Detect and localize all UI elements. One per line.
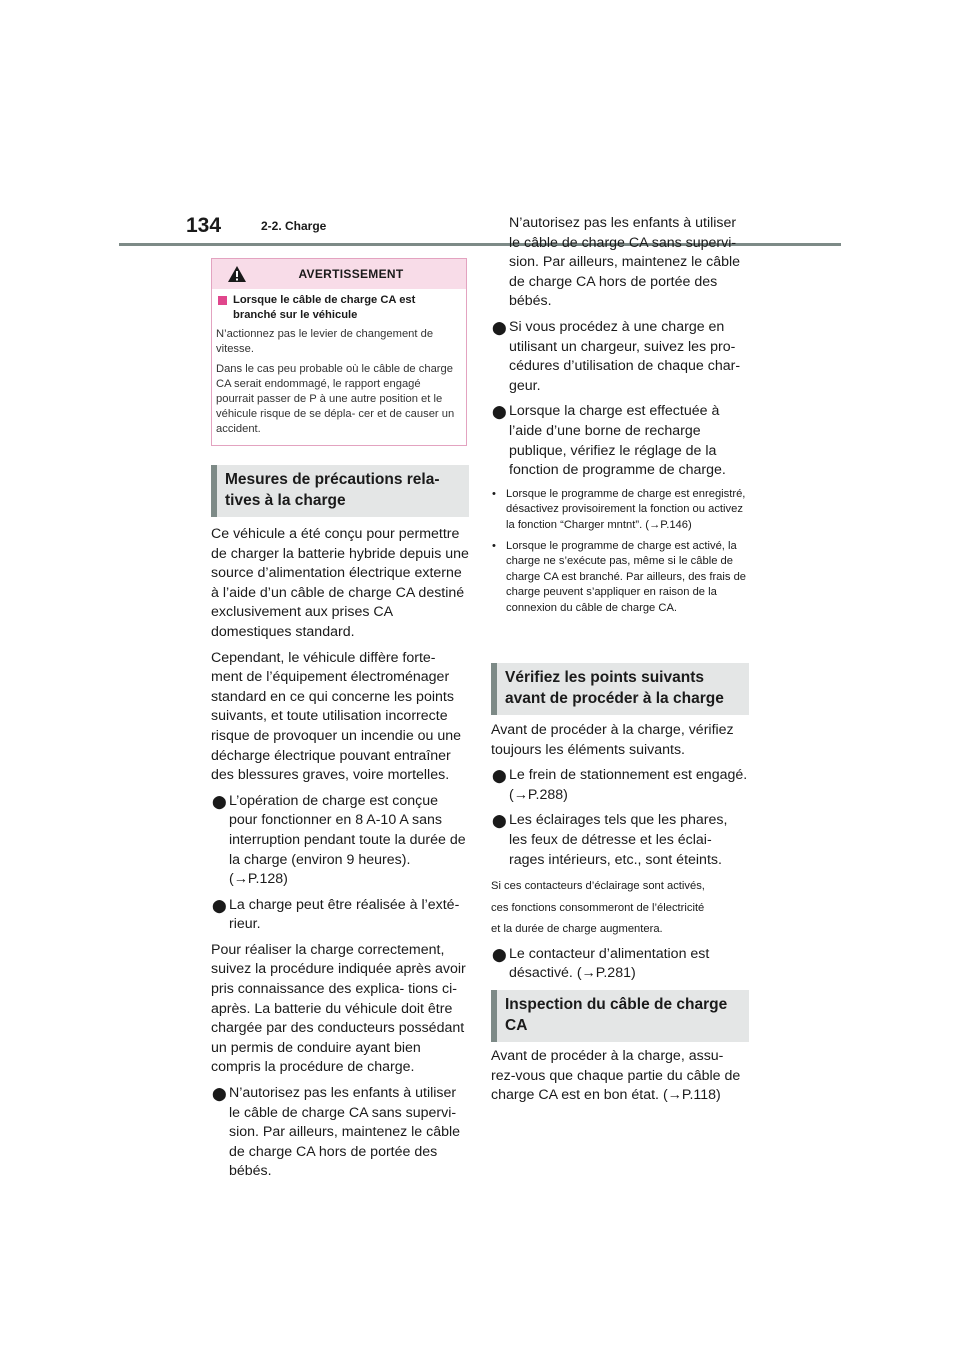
warning-subtitle: Lorsque le câble de charge CA est branché sur le véhicule bbox=[216, 293, 460, 323]
bullet-icon: ⬤ bbox=[492, 320, 507, 335]
notes bbox=[491, 487, 749, 617]
warning-triangle-icon bbox=[227, 265, 247, 283]
inspection-text bbox=[491, 1047, 749, 1112]
warning-paragraph: Dans le cas peu probable où le câble de charge CA serait endommagé, le rapport engagé pourrait passer de P à une autre position et le véhicule risque de se dépla- cer et de causer un accident. bbox=[216, 363, 455, 435]
list-item-continued: N’autorisez pas les enfants à utiliser le câble de charge CA sans supervi- sion. Par ailleurs, maintenez le câble de charge CA hors de portée des bébés. bbox=[509, 215, 741, 310]
paragraph: Ce véhicule a été conçu pour permettre de charger la batterie hybride depuis une source d’alimentation électrique externe à l’aide d’un câble de charge CA destiné exclusivement aux prises CA domestiques standard. bbox=[211, 526, 469, 640]
note-item: • Lorsque le programme de charge est activé, la charge ne s’exécute pas, même si le câble de charge CA est branché. Par ailleurs, des frais de charge peuvent s’appliquer en raison de la connexion du câble de charge CA. bbox=[492, 539, 747, 614]
note-line: Si ces contacteurs d’éclairage sont activés, bbox=[491, 880, 705, 893]
paragraph: Cependant, le véhicule diffère forte- ment de l’équipement électroménager standard en ce qui concerne les points suivants, et toute utilisation incorrecte risque de provoquer un incendie ou une décharge électrique pouvant entraîner des blessures graves, voire mortelles. bbox=[211, 649, 462, 784]
paragraph: Avant de procéder à la charge, assu- rez-vous que chaque partie du câble de charge CA est en bon état. (→P.118) bbox=[491, 1048, 741, 1104]
list-item: ⬤ Si vous procédez à une charge en utilisant un chargeur, suivez les pro- cédures d’utilisation de chaque char- geur. bbox=[491, 318, 749, 396]
section-heading-inspection: Inspection du câble de charge CA bbox=[491, 990, 749, 1042]
warning-header bbox=[212, 259, 466, 289]
section-label: 2-2. Charge bbox=[261, 219, 327, 233]
list-item: ⬤ N’autorisez pas les enfants à utiliser le câble de charge CA sans supervi- sion. Par ailleurs, maintenez le câble de charge CA hors de portée des bébés. bbox=[212, 1085, 461, 1180]
list-item: ⬤ Les éclairages tels que les phares, les feux de détresse et les éclai- rages intérieurs, etc., sont éteints. bbox=[491, 811, 749, 870]
list-item: ⬤ L’opération de charge est conçue pour fonctionner en 8 A-10 A sans interruption pendant toute la durée de la charge (environ 9 heures). (→P.128) bbox=[211, 792, 469, 890]
bullet-icon: ⬤ bbox=[492, 813, 507, 829]
page-number: 134 bbox=[186, 214, 222, 237]
note-line: et la durée de charge augmentera. bbox=[491, 923, 663, 936]
note-item: • Lorsque le programme de charge est enregistré, désactivez provisoirement la fonction ou activez la fonction “Charger mntnt”. (→P.146) bbox=[492, 487, 746, 531]
bullet-icon: ⬤ bbox=[212, 897, 227, 913]
precautions-text bbox=[211, 525, 469, 1180]
bullet-icon: ⬤ bbox=[492, 404, 507, 420]
warning-paragraph: N’actionnez pas le levier de changement de vitesse. bbox=[216, 328, 434, 355]
section-heading-precautions: Mesures de précautions rela- tives à la charge bbox=[211, 465, 469, 517]
note-line: ces fonctions consommeront de l’électricité bbox=[491, 901, 705, 914]
continued-text bbox=[491, 215, 749, 622]
list-item: ⬤ La charge peut être réalisée à l’exté- rieur. bbox=[211, 896, 469, 935]
paragraph: Avant de procéder à la charge, vérifiez toujours les éléments suivants. bbox=[491, 722, 734, 758]
warning-body bbox=[212, 289, 466, 437]
verify-text bbox=[491, 721, 749, 990]
bullet-icon: ⬤ bbox=[492, 768, 507, 784]
list-item: ⬤ Le contacteur d’alimentation est désactivé. (→P.281) bbox=[491, 945, 749, 984]
warning-title: AVERTISSEMENT bbox=[298, 267, 404, 281]
section-heading-verify: Vérifiez les points suivants avant de procéder à la charge bbox=[491, 663, 749, 715]
warning-box bbox=[211, 258, 467, 446]
bullet-icon: ⬤ bbox=[212, 793, 227, 809]
list-item: ⬤ Lorsque la charge est effectuée à l’aide d’une borne de recharge publique, vérifiez le réglage de la fonction de programme de charge. bbox=[491, 402, 749, 480]
paragraph: Pour réaliser la charge correctement, suivez la procédure indiquée après avoir pris connaissance des explica- tions ci-après. La batterie du véhicule doit être chargée par des conducteurs possédant un permis de conduire ayant bien compris la procédure de charge. bbox=[211, 941, 466, 1076]
list-item: ⬤ Le frein de stationnement est engagé. (→P.288) bbox=[491, 766, 749, 805]
bullet-icon: ⬤ bbox=[492, 946, 507, 962]
bullet-icon: ⬤ bbox=[212, 1086, 227, 1102]
pink-square-icon bbox=[218, 296, 227, 305]
